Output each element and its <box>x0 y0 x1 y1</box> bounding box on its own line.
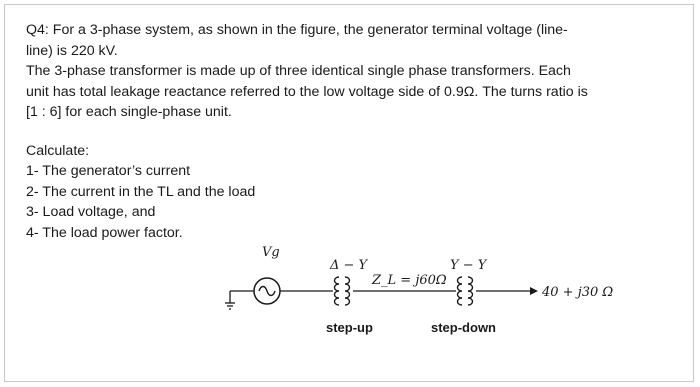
calculate-item: 2- The current in the TL and the load <box>26 183 256 200</box>
load-arrow-icon <box>530 287 538 295</box>
step-up-label: step-up <box>326 320 373 335</box>
step-up-connection-label: Δ − Y <box>330 258 368 273</box>
step-down-connection-label: Y − Y <box>450 258 487 273</box>
calculate-item: 3- Load voltage, and <box>26 204 156 220</box>
question-line-2: line) is 220 kV. <box>26 42 118 59</box>
question-line-5: [1 : 6] for each single-phase unit. <box>26 104 232 120</box>
question-line-1: Q4: For a 3-phase system, as shown in the figure, the generator terminal voltage (line- <box>26 22 568 38</box>
generator-icon <box>254 278 280 304</box>
question-line-3: The 3-phase transformer is made up of three identical single phase transformers. Each <box>26 63 571 79</box>
step-down-transformer-icon <box>456 275 476 307</box>
step-down-label: step-down <box>431 320 496 335</box>
calculate-heading: Calculate: <box>26 142 90 159</box>
load-impedance-label: 40 + j30 Ω <box>542 285 614 300</box>
line-impedance-label: Z_L = j60Ω <box>372 273 447 288</box>
calculate-item: 4- The load power factor. <box>26 224 183 241</box>
ground-icon <box>225 291 254 309</box>
generator-label: Vg <box>262 245 280 260</box>
step-up-transformer-icon <box>333 275 353 307</box>
calculate-item: 1- The generator’s current <box>26 163 191 179</box>
question-line-4: unit has total leakage reactance referred to the low voltage side of 0.9Ω. The turns ratio is <box>26 83 588 100</box>
